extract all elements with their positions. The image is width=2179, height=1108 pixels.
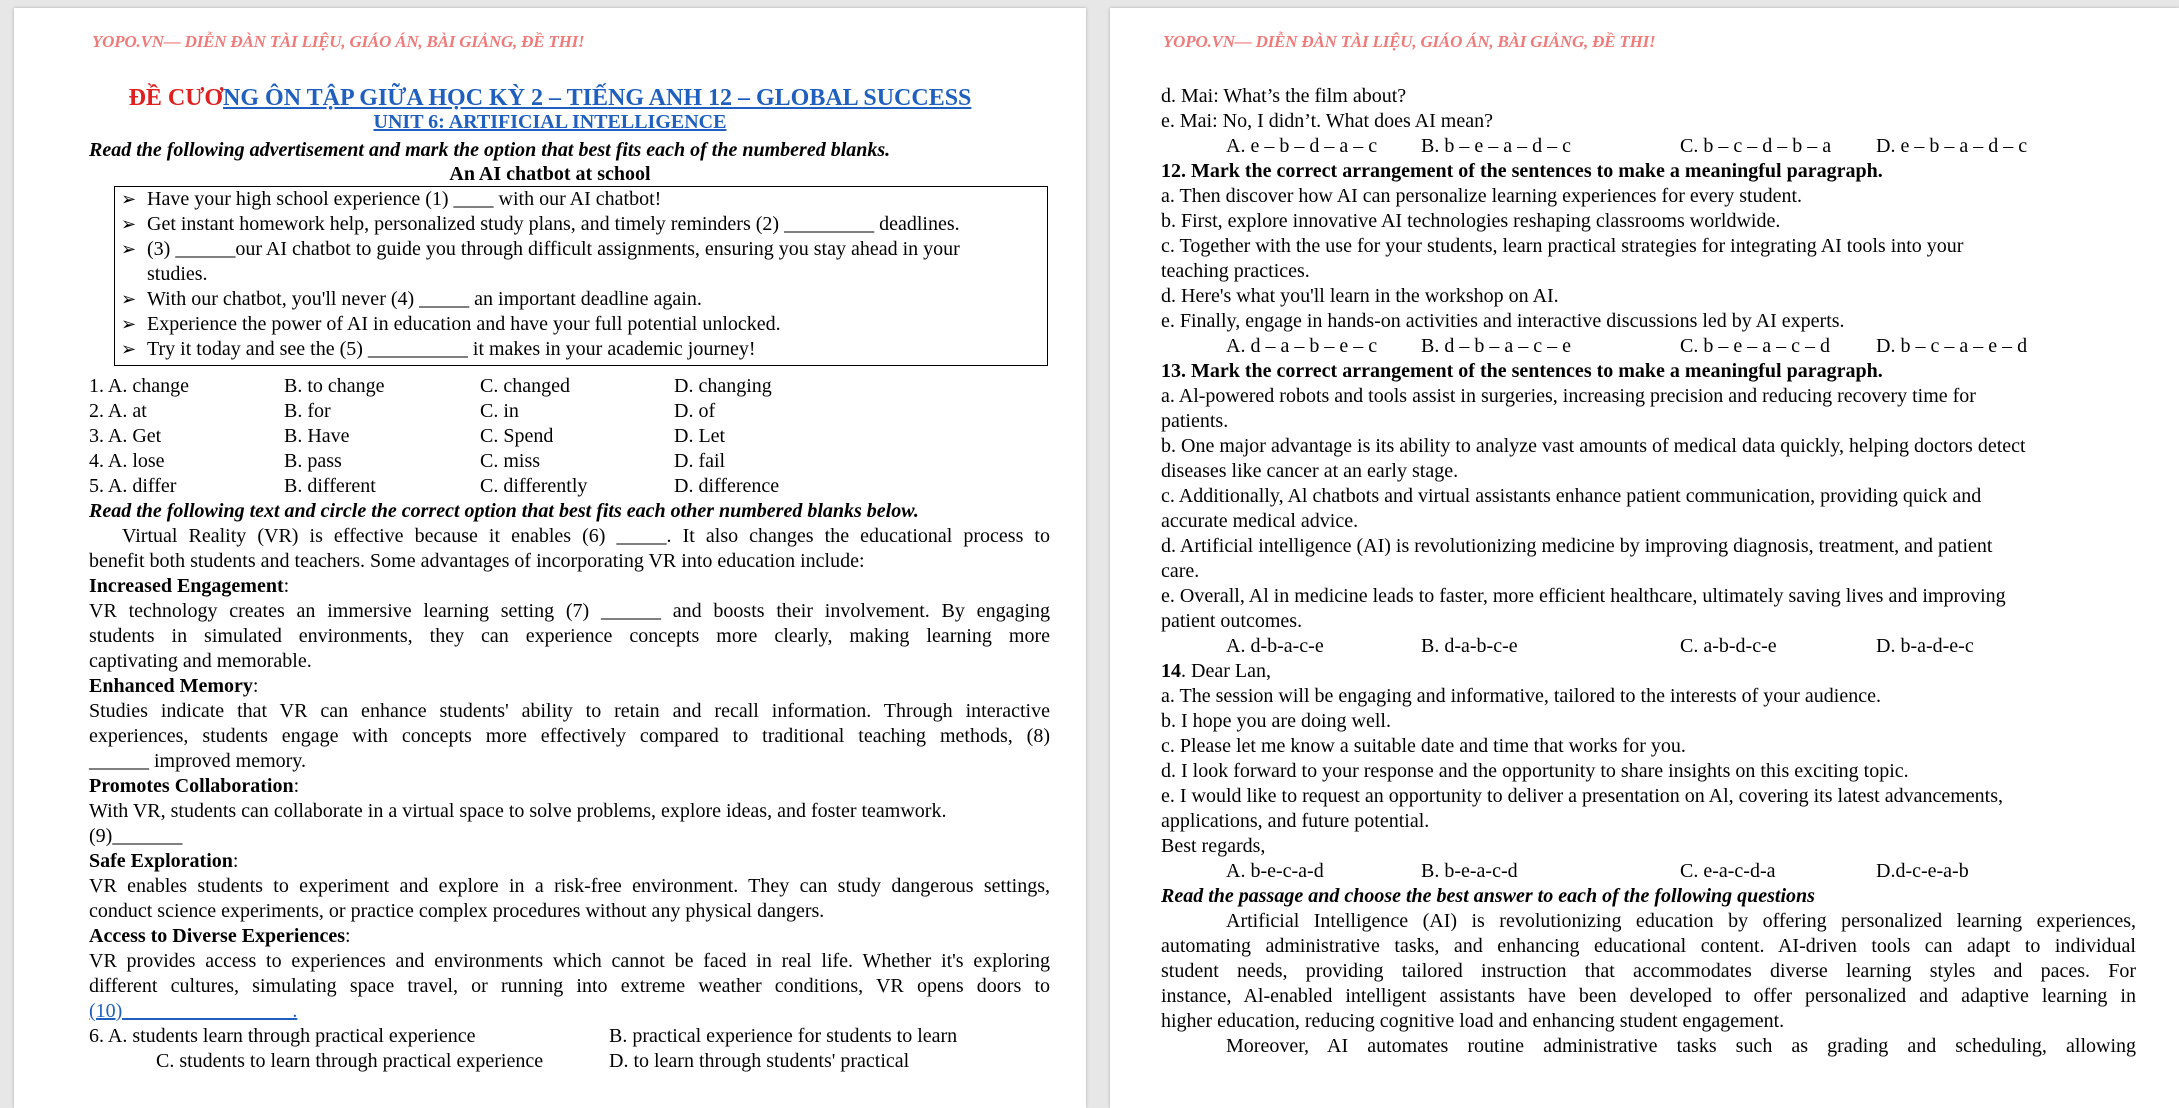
question-heading: 12. Mark the correct arrangement of the sentences to make a meaningful paragraph. [1161, 160, 1883, 182]
ad-line: Have your high school experience (1) ____ with our AI chatbot! [147, 188, 662, 210]
option-a: 6. A. students learn through practical experience [89, 1025, 476, 1047]
paragraph-line: conduct science experiments, or practice complex procedures without any physical dangers. [89, 900, 825, 922]
sentence-line: Best regards, [1161, 835, 1266, 857]
option-d: D. Let [674, 425, 726, 447]
sentence-line: applications, and future potential. [1161, 810, 1430, 832]
arrow-bullet-icon: ➢ [121, 339, 137, 359]
option-a: 4. A. lose [89, 450, 165, 472]
instruction-reading: Read the following text and circle the correct option that best fits each other numbered blanks below. [89, 500, 919, 522]
paragraph-line: (10)_________________. [89, 1000, 298, 1022]
option-a: A. d-b-a-c-e [1226, 635, 1324, 657]
sentence-line: patient outcomes. [1161, 610, 1303, 632]
sentence-line: accurate medical advice. [1161, 510, 1359, 532]
option-c: C. a-b-d-c-e [1680, 635, 1777, 657]
ad-line: (3) ______our AI chatbot to guide you through difficult assignments, ensuring you stay ahead in your [147, 238, 960, 260]
arrow-bullet-icon: ➢ [121, 289, 137, 309]
paragraph-line: benefit both students and teachers. Some advantages of incorporating VR into education include: [89, 550, 865, 572]
option-d: D.d-c-e-a-b [1876, 860, 1969, 882]
option-b: B. pass [284, 450, 342, 472]
sentence-line: e. I would like to request an opportunity to deliver a presentation on Al, covering its latest advancements, [1161, 785, 2004, 807]
option-b: B. d – b – a – c – e [1421, 335, 1571, 357]
paragraph-line: captivating and memorable. [89, 650, 312, 672]
option-a: 3. A. Get [89, 425, 162, 447]
sentence-line: patients. [1161, 410, 1229, 432]
paragraph-line: ______ improved memory. [89, 750, 307, 772]
sentence-line: d. Artificial intelligence (AI) is revolutionizing medicine by improving diagnosis, treatment, and patient [1161, 535, 1993, 557]
dialogue-line: e. Mai: No, I didn’t. What does AI mean? [1161, 110, 1493, 132]
option-c: C. miss [480, 450, 541, 472]
option-d: D. b-a-d-e-c [1876, 635, 1974, 657]
paragraph-line: Virtual Reality (VR) is effective because it enables (6) _____. It also changes the educational process to [122, 525, 1050, 547]
sentence-line: c. Please let me know a suitable date and time that works for you. [1161, 735, 1686, 757]
advertisement-title: An AI chatbot at school [449, 163, 651, 185]
option-d: D. b – c – a – e – d [1876, 335, 2028, 357]
paragraph-line: VR provides access to experiences and environments which cannot be faced in real life. Whether it's exploring [89, 950, 1050, 972]
sentence-line: e. Finally, engage in hands-on activities and interactive discussions led by AI experts. [1161, 310, 1845, 332]
paragraph-line: With VR, students can collaborate in a virtual space to solve problems, explore ideas, and foster teamwork. [89, 800, 947, 822]
option-c: C. changed [480, 375, 570, 397]
arrow-bullet-icon: ➢ [121, 189, 137, 209]
question-heading: 14. Dear Lan, [1161, 660, 1271, 682]
passage-line: Artificial Intelligence (AI) is revolutionizing education by offering personalized learning experiences, [1226, 910, 2136, 932]
option-d: D. to learn through students' practical [609, 1050, 910, 1072]
ad-line: With our chatbot, you'll never (4) _____ an important deadline again. [147, 288, 702, 310]
option-c: C. differently [480, 475, 588, 497]
option-a: 2. A. at [89, 400, 147, 422]
sentence-line: b. First, explore innovative AI technologies reshaping classrooms worldwide. [1161, 210, 1781, 232]
section-heading: Promotes Collaboration: [89, 775, 300, 797]
instruction-reading: Read the passage and choose the best answer to each of the following questions [1161, 885, 1815, 907]
instruction-advertisement: Read the following advertisement and mark the option that best fits each of the numbered blanks. [89, 139, 891, 161]
option-b: B. for [284, 400, 331, 422]
sentence-line: d. Here's what you'll learn in the workshop on AI. [1161, 285, 1559, 307]
sentence-line: c. Together with the use for your students, learn practical strategies for integrating AI tools into your [1161, 235, 1964, 257]
paragraph-line: students in simulated environments, they can experience concepts more clearly, making learning more [89, 625, 1050, 647]
option-b: B. b-e-a-c-d [1421, 860, 1518, 882]
passage-line: higher education, reducing cognitive load and enhancing student engagement. [1161, 1010, 1785, 1032]
ad-line: studies. [147, 263, 208, 285]
option-b: B. Have [284, 425, 350, 447]
option-b: B. b – e – a – d – c [1421, 135, 1571, 157]
option-c: C. students to learn through practical experience [156, 1050, 544, 1072]
question-heading: 13. Mark the correct arrangement of the sentences to make a meaningful paragraph. [1161, 360, 1883, 382]
passage-line: Moreover, AI automates routine administrative tasks such as grading and scheduling, allowing [1226, 1035, 2136, 1057]
sentence-line: a. Al-powered robots and tools assist in surgeries, increasing precision and reducing recovery time for [1161, 385, 1976, 407]
option-a: 5. A. differ [89, 475, 177, 497]
section-heading: Increased Engagement: [89, 575, 290, 597]
option-c: C. e-a-c-d-a [1680, 860, 1776, 882]
sentence-line: teaching practices. [1161, 260, 1310, 282]
section-heading: Access to Diverse Experiences: [89, 925, 351, 947]
document-page-left [14, 8, 1086, 1108]
sentence-line: care. [1161, 560, 1200, 582]
paragraph-line: VR technology creates an immersive learning setting (7) ______ and boosts their involvement. By engaging [89, 600, 1050, 622]
passage-line: student needs, providing tailored instruction that accommodates diverse learning styles and paces. For [1161, 960, 2136, 982]
option-d: D. difference [674, 475, 780, 497]
ad-line: Experience the power of AI in education and have your full potential unlocked. [147, 313, 781, 335]
arrow-bullet-icon: ➢ [121, 314, 137, 334]
arrow-bullet-icon: ➢ [121, 214, 137, 234]
document-title: ĐỀ CƯƠNG ÔN TẬP GIỮA HỌC KỲ 2 – TIẾNG ANH 12 – GLOBAL SUCCESS [128, 85, 972, 111]
sentence-line: e. Overall, Al in medicine leads to faster, more efficient healthcare, ultimately saving lives and improving [1161, 585, 2006, 607]
ad-line: Try it today and see the (5) __________ it makes in your academic journey! [147, 338, 756, 360]
dialogue-line: d. Mai: What’s the film about? [1161, 85, 1407, 107]
paragraph-line: different cultures, simulating space travel, or running into extreme weather conditions, VR opens doors to [89, 975, 1050, 997]
option-b: B. practical experience for students to learn [609, 1025, 958, 1047]
option-c: C. b – c – d – b – a [1680, 135, 1832, 157]
sentence-line: b. One major advantage is its ability to analyze vast amounts of medical data quickly, helping doctors detect [1161, 435, 2026, 457]
sentence-line: a. The session will be engaging and informative, tailored to the interests of your audience. [1161, 685, 1881, 707]
page-header: YOPO.VN— DIỄN ĐÀN TÀI LIỆU, GIÁO ÁN, BÀI GIẢNG, ĐỀ THI! [1163, 32, 1656, 51]
sentence-line: diseases like cancer at an early stage. [1161, 460, 1459, 482]
sentence-line: c. Additionally, Al chatbots and virtual assistants enhance patient communication, providing quick and [1161, 485, 1982, 507]
option-b: B. to change [284, 375, 385, 397]
option-d: D. fail [674, 450, 726, 472]
section-heading: Safe Exploration: [89, 850, 239, 872]
option-a: 1. A. change [89, 375, 189, 397]
passage-line: instance, Al-enabled intelligent assistants have been developed to offer personalized and adaptive learning in [1161, 985, 2136, 1007]
sentence-line: b. I hope you are doing well. [1161, 710, 1391, 732]
unit-title: UNIT 6: ARTIFICIAL INTELLIGENCE [373, 111, 727, 133]
ad-line: Get instant homework help, personalized study plans, and timely reminders (2) _________ deadlines. [147, 213, 960, 235]
advertisement-box [114, 186, 1048, 366]
option-d: D. changing [674, 375, 772, 397]
option-a: A. e – b – d – a – c [1226, 135, 1378, 157]
option-c: C. b – e – a – c – d [1680, 335, 1830, 357]
option-a: A. b-e-c-a-d [1226, 860, 1324, 882]
option-d: D. e – b – a – d – c [1876, 135, 2028, 157]
paragraph-line: VR enables students to experiment and explore in a risk-free environment. They can study dangerous settings, [89, 875, 1050, 897]
option-a: A. d – a – b – e – c [1226, 335, 1378, 357]
paragraph-line: Studies indicate that VR can enhance students' ability to retain and recall information. Through interactive [89, 700, 1050, 722]
option-c: C. in [480, 400, 519, 422]
sentence-line: a. Then discover how AI can personalize learning experiences for every student. [1161, 185, 1803, 207]
document-page-right [1110, 8, 2179, 1108]
sentence-line: d. I look forward to your response and the opportunity to share insights on this exciting topic. [1161, 760, 1909, 782]
option-d: D. of [674, 400, 716, 422]
option-b: B. d-a-b-c-e [1421, 635, 1518, 657]
option-b: B. different [284, 475, 376, 497]
paragraph-line: (9)_______ [89, 825, 183, 847]
section-heading: Enhanced Memory: [89, 675, 259, 697]
option-c: C. Spend [480, 425, 554, 447]
arrow-bullet-icon: ➢ [121, 239, 137, 259]
passage-line: automating administrative tasks, and enhancing educational content. AI-driven tools can adapt to individual [1161, 935, 2136, 957]
paragraph-line: experiences, students engage with concepts more effectively compared to traditional teaching methods, (8) [89, 725, 1050, 747]
page-header: YOPO.VN— DIỄN ĐÀN TÀI LIỆU, GIÁO ÁN, BÀI GIẢNG, ĐỀ THI! [92, 32, 585, 51]
